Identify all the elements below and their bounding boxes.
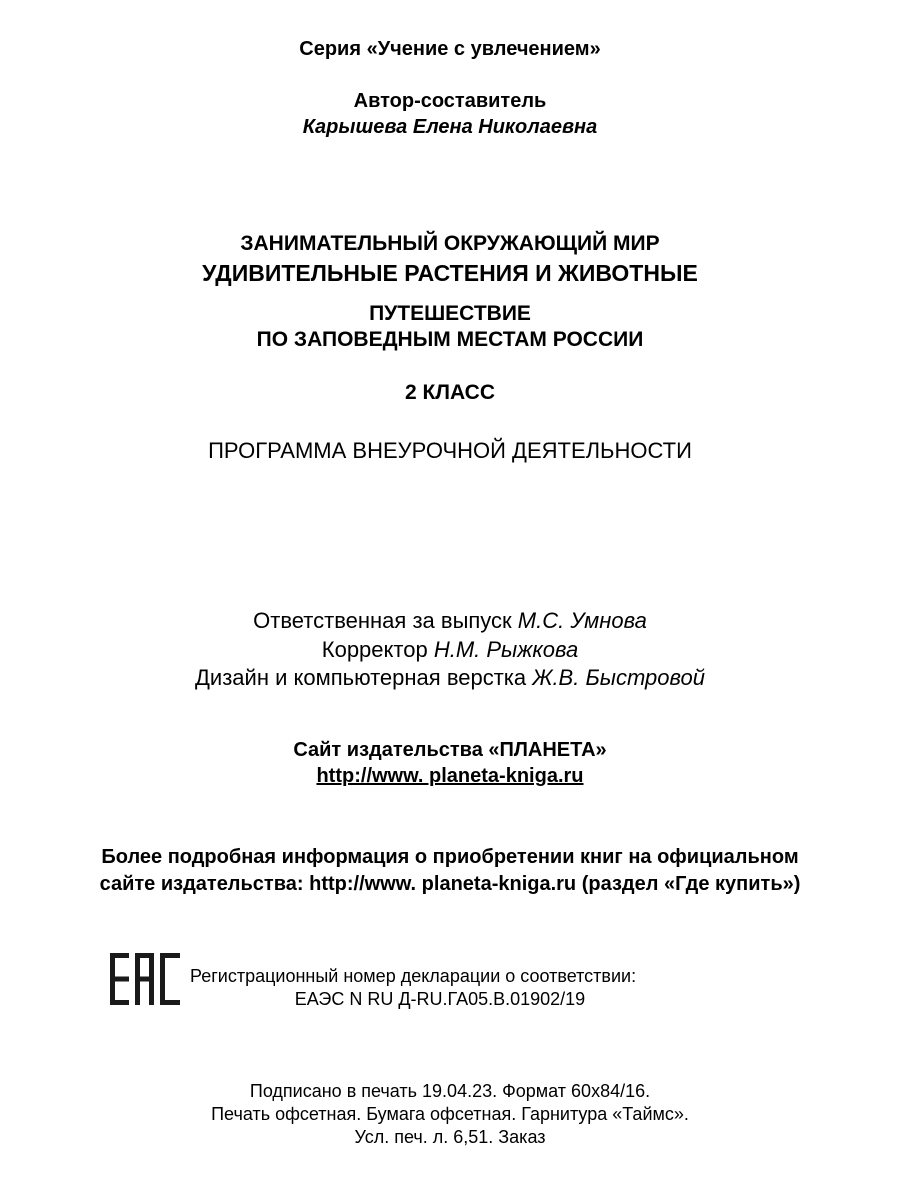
program-label: ПРОГРАММА ВНЕУРОЧНОЙ ДЕЯТЕЛЬНОСТИ [208,438,692,463]
credit-person: Ж.В. Быстровой [532,665,705,690]
credit-corrector [0,637,900,663]
purchase-info-line-2: сайте издательства: http://www. planeta-kniga.ru (раздел «Где купить») [99,873,801,895]
credit-role: Ответственная за выпуск [253,608,518,633]
purchase-info-line-1: Более подробная информация о приобретении книг на официальном [101,846,799,868]
print-info-line-1: Подписано в печать 19.04.23. Формат 60х84/16. [249,1081,651,1101]
declaration-number: ЕАЭС N RU Д-RU.ГА05.В.01902/19 [294,989,586,1009]
publisher-site-link[interactable]: http://www. planeta-kniga.ru [316,765,584,787]
book-title-line-2: УДИВИТЕЛЬНЫЕ РАСТЕНИЯ И ЖИВОТНЫЕ [202,260,698,286]
book-subtitle-line-2: ПО ЗАПОВЕДНЫМ МЕСТАМ РОССИИ [256,328,644,351]
grade-label: 2 КЛАСС [404,381,496,404]
author-name: Карышева Елена Николаевна [302,116,598,138]
credit-design [0,665,900,691]
publisher-site-label: Сайт издательства «ПЛАНЕТА» [293,739,607,761]
credit-role: Дизайн и компьютерная верстка [195,665,533,690]
print-info-line-2: Печать офсетная. Бумага офсетная. Гарнитура «Таймс». [211,1104,689,1124]
author-label: Автор-составитель [353,90,547,112]
credit-responsible [0,608,900,634]
credit-person: М.С. Умнова [517,608,647,633]
declaration-label: Регистрационный номер декларации о соответствии: [190,966,637,986]
book-title-line-1: ЗАНИМАТЕЛЬНЫЙ ОКРУЖАЮЩИЙ МИР [240,232,660,255]
book-subtitle-line-1: ПУТЕШЕСТВИЕ [369,302,531,325]
print-info-line-3: Усл. печ. л. 6,51. Заказ [354,1127,546,1147]
eac-certification-icon [110,953,180,1005]
series-title: Серия «Учение с увлечением» [299,38,601,60]
credit-role: Корректор [321,637,434,662]
credit-person: Н.М. Рыжкова [433,637,579,662]
